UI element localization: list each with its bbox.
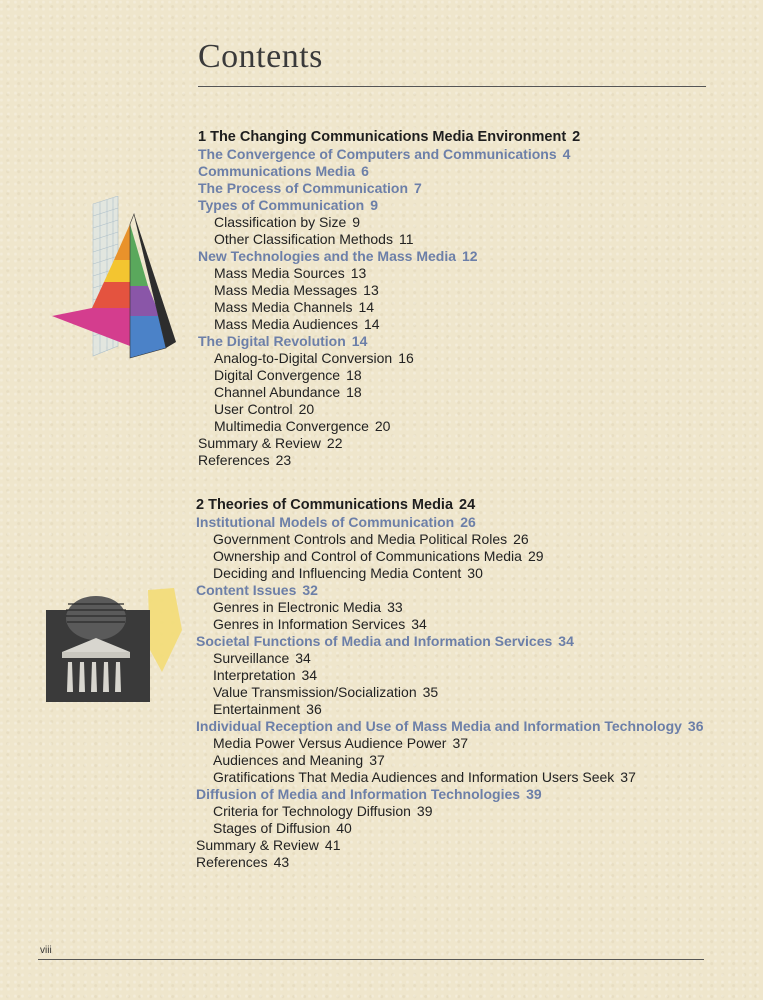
entry-title: Gratifications That Media Audiences and Information Users Seek — [213, 769, 615, 785]
entry-title: Interpretation — [213, 667, 296, 683]
entry-title: Channel Abundance — [214, 384, 341, 400]
subsection-entry — [213, 820, 352, 837]
subsection-entry — [214, 350, 414, 367]
entry-page-number: 14 — [351, 333, 368, 349]
entry-title: Societal Functions of Media and Information Services — [196, 633, 553, 649]
entry-page-number: 13 — [363, 282, 379, 298]
entry-page-number: 12 — [462, 248, 478, 264]
subsection-entry — [214, 316, 380, 333]
entry-title: Criteria for Technology Diffusion — [213, 803, 411, 819]
page-number: viii — [40, 945, 52, 956]
entry-title: Mass Media Audiences — [214, 316, 358, 332]
page-title: Contents — [198, 38, 323, 75]
entry-page-number: 22 — [326, 435, 343, 451]
entry-title: Summary & Review — [196, 837, 319, 853]
entry-title: Audiences and Meaning — [213, 752, 364, 768]
section-heading — [198, 146, 570, 163]
entry-page-number: 7 — [414, 180, 422, 196]
entry-page-number: 14 — [363, 316, 380, 332]
subsection-entry — [213, 735, 468, 752]
entry-title: Communications Media — [198, 163, 356, 179]
toc-entry — [198, 435, 343, 452]
entry-page-number: 37 — [452, 735, 469, 751]
entry-page-number: 37 — [620, 769, 636, 785]
entry-title: Mass Media Sources — [214, 265, 345, 281]
entry-page-number: 34 — [558, 633, 574, 649]
entry-title: Media Power Versus Audience Power — [213, 735, 447, 751]
entry-title: Value Transmission/Socialization — [213, 684, 417, 700]
entry-page-number: 11 — [398, 231, 414, 247]
entry-page-number: 33 — [387, 599, 403, 615]
entry-title: Entertainment — [213, 701, 301, 717]
entry-page-number: 18 — [346, 384, 362, 400]
subsection-entry — [213, 565, 483, 582]
entry-title: Genres in Electronic Media — [213, 599, 382, 615]
section-heading — [198, 163, 369, 180]
subsection-entry — [213, 769, 636, 786]
entry-page-number: 20 — [374, 418, 391, 434]
entry-page-number: 6 — [361, 163, 369, 179]
entry-page-number: 20 — [298, 401, 315, 417]
section-heading — [196, 786, 542, 803]
subsection-entry — [213, 616, 427, 633]
entry-title: Mass Media Channels — [214, 299, 353, 315]
entry-title: 2 Theories of Communications Media — [196, 497, 454, 513]
entry-title: New Technologies and the Mass Media — [198, 248, 457, 264]
entry-page-number: 16 — [398, 350, 414, 366]
entry-title: The Process of Communication — [198, 180, 409, 196]
entry-page-number: 2 — [572, 129, 581, 145]
entry-page-number: 40 — [336, 820, 352, 836]
entry-title: Surveillance — [213, 650, 290, 666]
entry-title: Analog-to-Digital Conversion — [214, 350, 393, 366]
subsection-entry — [213, 650, 311, 667]
entry-title: References — [198, 452, 270, 468]
toc-entry — [196, 854, 289, 871]
subsection-entry — [213, 667, 317, 684]
section-heading — [196, 633, 574, 650]
entry-page-number: 14 — [358, 299, 375, 315]
subsection-entry — [214, 265, 366, 282]
entry-title: User Control — [214, 401, 293, 417]
entry-page-number: 41 — [324, 837, 341, 853]
entry-title: Mass Media Messages — [214, 282, 358, 298]
entry-page-number: 26 — [513, 531, 529, 547]
entry-page-number: 39 — [526, 786, 542, 802]
entry-title: Multimedia Convergence — [214, 418, 369, 434]
entry-page-number: 23 — [275, 452, 292, 468]
entry-page-number: 36 — [687, 718, 704, 734]
section-heading — [198, 248, 478, 265]
entry-page-number: 34 — [301, 667, 318, 683]
section-heading — [196, 718, 703, 735]
subsection-entry — [214, 299, 374, 316]
entry-title: References — [196, 854, 268, 870]
section-heading — [196, 514, 476, 531]
chapter-heading — [198, 129, 580, 146]
subsection-entry — [214, 214, 360, 231]
entry-page-number: 26 — [460, 514, 476, 530]
subsection-entry — [214, 418, 390, 435]
entry-page-number: 37 — [369, 752, 385, 768]
section-heading — [198, 333, 367, 350]
subsection-entry — [213, 803, 433, 820]
entry-page-number: 4 — [562, 146, 571, 162]
entry-page-number: 13 — [350, 265, 367, 281]
entry-title: 1 The Changing Communications Media Environment — [198, 129, 567, 145]
entry-title: Summary & Review — [198, 435, 321, 451]
section-heading — [198, 180, 422, 197]
entry-title: Classification by Size — [214, 214, 347, 230]
entry-title: Content Issues — [196, 582, 297, 598]
subsection-entry — [214, 282, 379, 299]
subsection-entry — [213, 752, 385, 769]
entry-title: The Convergence of Computers and Communications — [198, 146, 557, 162]
entry-page-number: 24 — [459, 497, 476, 513]
entry-title: Deciding and Influencing Media Content — [213, 565, 462, 581]
entry-title: Other Classification Methods — [214, 231, 393, 247]
subsection-entry — [214, 367, 362, 384]
entry-page-number: 29 — [527, 548, 544, 564]
entry-page-number: 34 — [411, 616, 427, 632]
entry-title: Genres in Information Services — [213, 616, 406, 632]
subsection-entry — [213, 548, 544, 565]
chapter-heading — [196, 497, 475, 514]
entry-title: Stages of Diffusion — [213, 820, 331, 836]
section-heading — [198, 197, 378, 214]
subsection-entry — [213, 701, 322, 718]
toc-entry — [198, 452, 291, 469]
footer-rule — [38, 959, 704, 960]
entry-page-number: 36 — [306, 701, 322, 717]
entry-page-number: 34 — [295, 650, 311, 666]
entry-title: Diffusion of Media and Information Technologies — [196, 786, 521, 802]
entry-page-number: 18 — [346, 367, 362, 383]
subsection-entry — [213, 599, 403, 616]
subsection-entry — [214, 384, 362, 401]
entry-page-number: 35 — [422, 684, 439, 700]
subsection-entry — [214, 401, 314, 418]
entry-page-number: 39 — [416, 803, 433, 819]
entry-page-number: 43 — [273, 854, 290, 870]
entry-title: Government Controls and Media Political Roles — [213, 531, 508, 547]
entry-title: Digital Convergence — [214, 367, 341, 383]
entry-title: The Digital Revolution — [198, 333, 346, 349]
entry-title: Types of Communication — [198, 197, 365, 213]
subsection-entry — [214, 231, 414, 248]
entry-title: Ownership and Control of Communications Media — [213, 548, 522, 564]
entry-title: Individual Reception and Use of Mass Media and Information Technology — [196, 718, 682, 734]
entry-page-number: 32 — [302, 582, 318, 598]
subsection-entry — [213, 531, 529, 548]
entry-title: Institutional Models of Communication — [196, 514, 455, 530]
entry-page-number: 9 — [352, 214, 361, 230]
section-heading — [196, 582, 318, 599]
toc-entry — [196, 837, 341, 854]
subsection-entry — [213, 684, 438, 701]
entry-page-number: 9 — [370, 197, 378, 213]
entry-page-number: 30 — [467, 565, 483, 581]
